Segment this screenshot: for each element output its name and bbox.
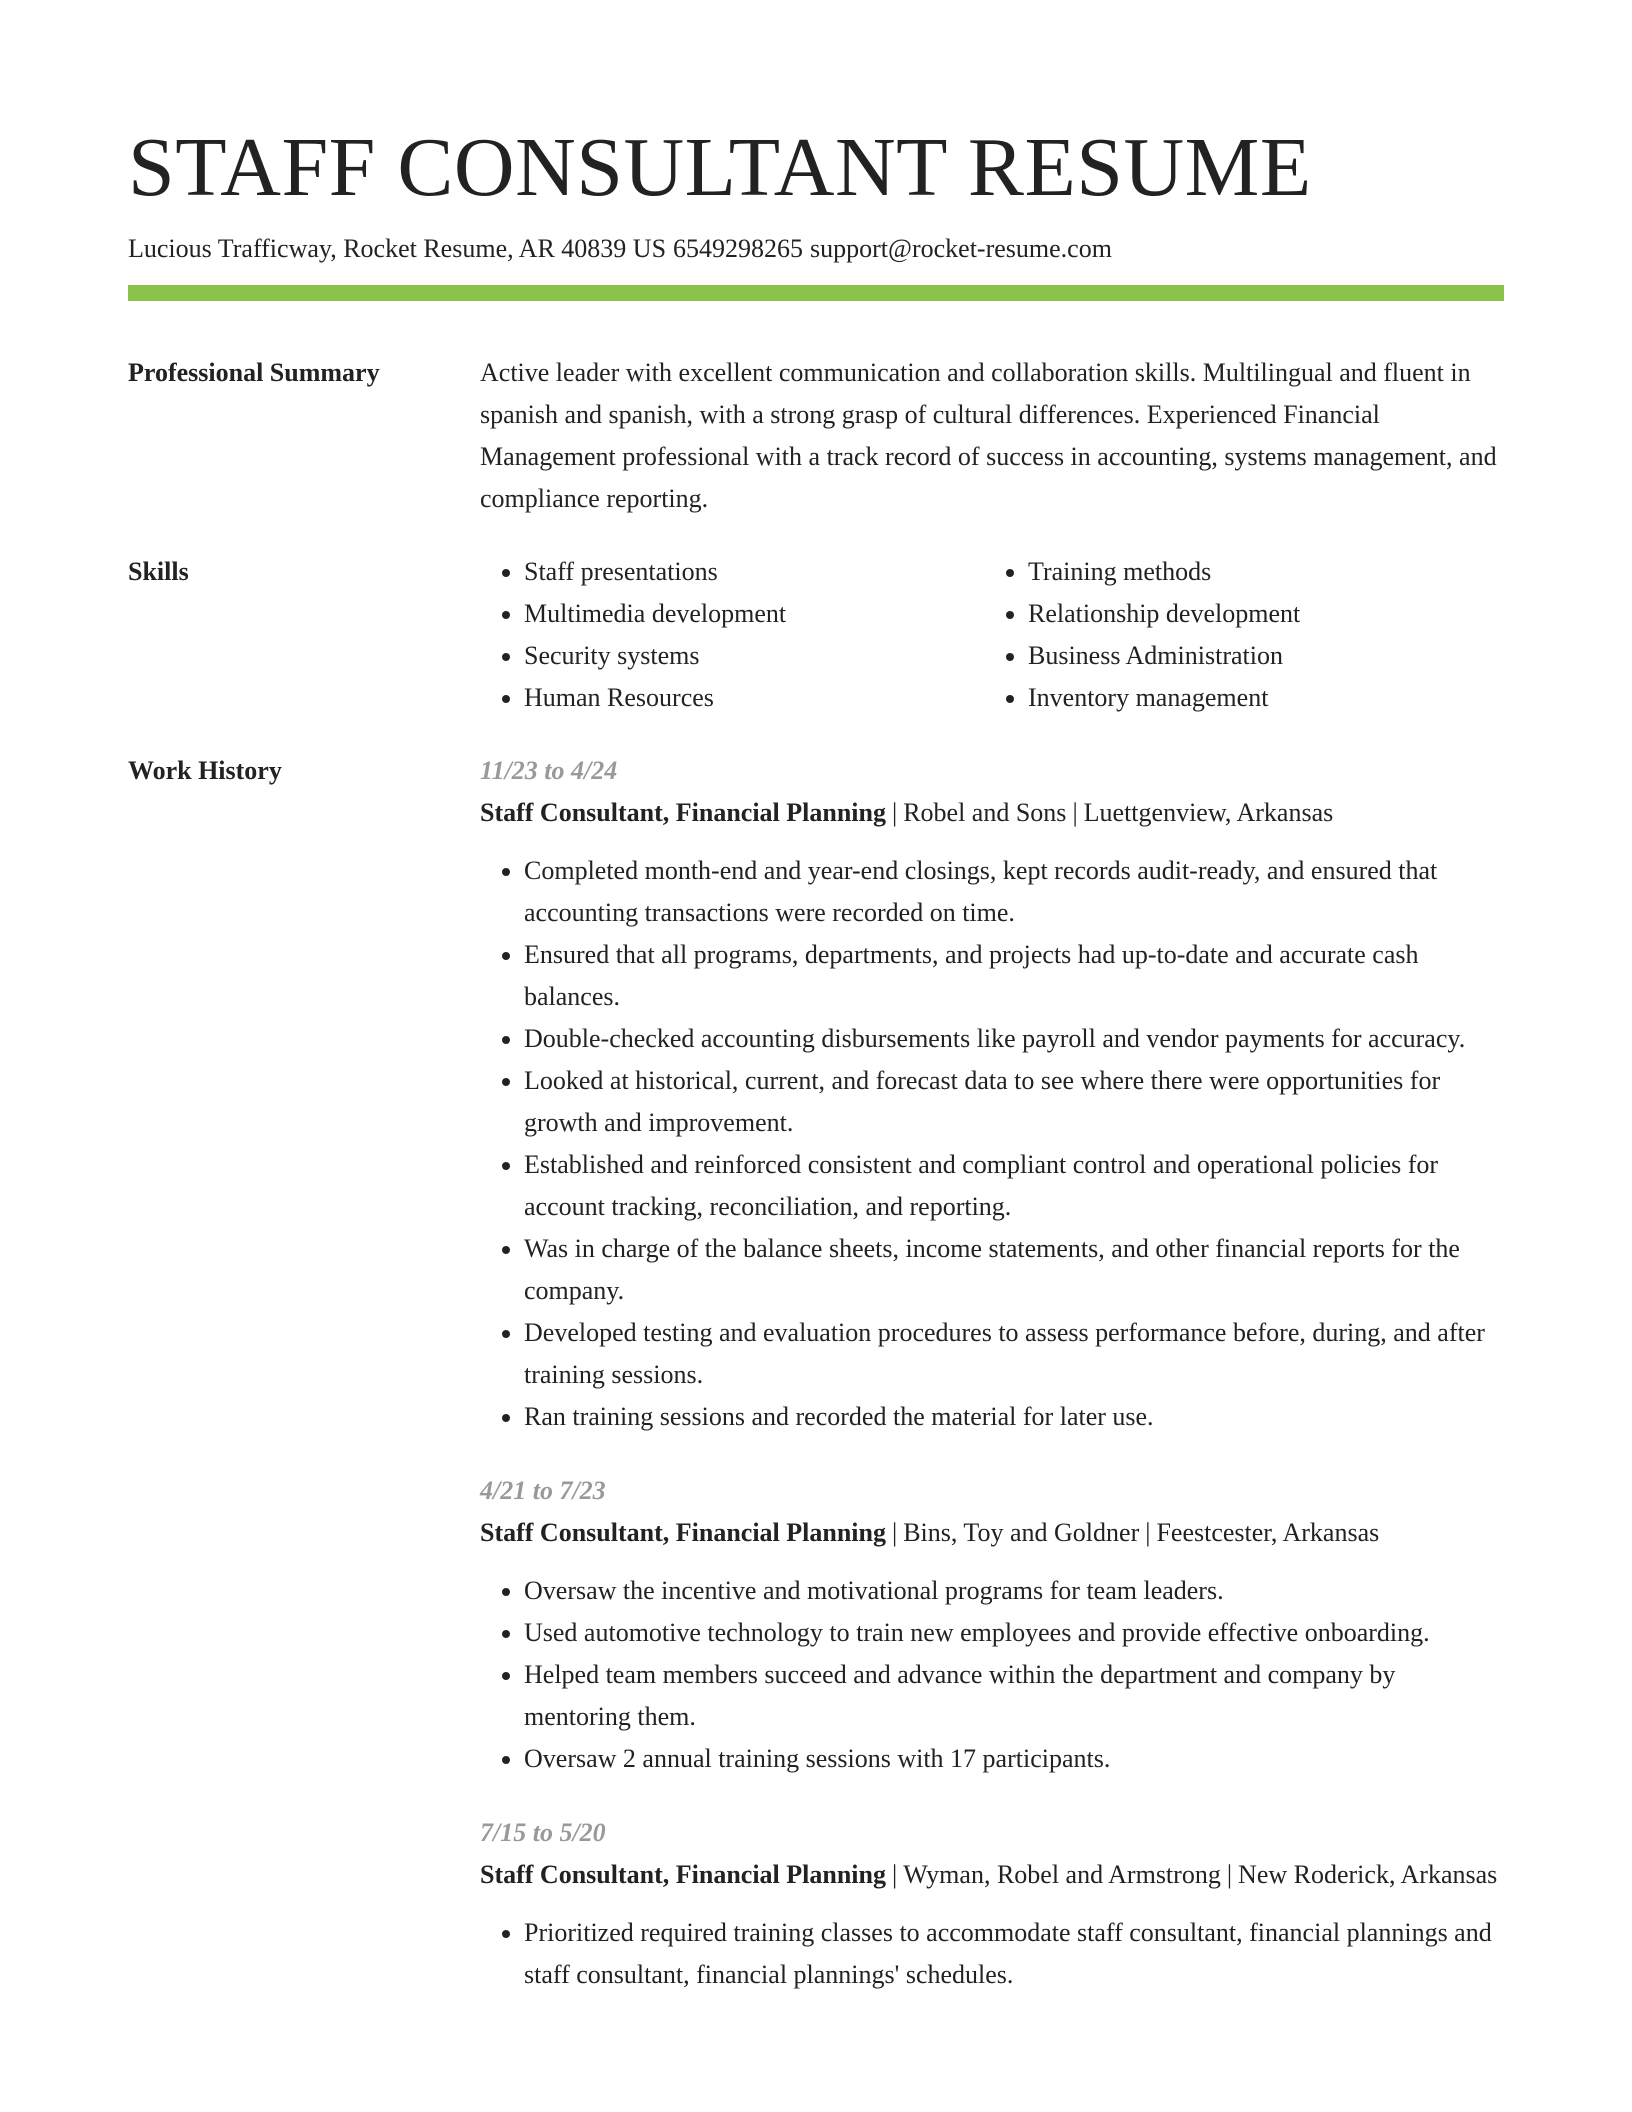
job-bullet: • Ensured that all programs, departments, and projects had up-to-date and accurate cash balances. bbox=[524, 934, 1504, 1018]
job-bullet: • Established and reinforced consistent and compliant control and operational policies for account tracking, reconciliation, and reporting. bbox=[524, 1144, 1504, 1228]
job-bullet: • Oversaw 2 annual training sessions with 17 participants. bbox=[524, 1738, 1504, 1780]
job-separator: | bbox=[1072, 798, 1078, 827]
job-separator: | bbox=[1145, 1518, 1151, 1547]
job-title-line bbox=[480, 1854, 1504, 1896]
job-bullet-list bbox=[480, 1570, 1504, 1780]
job-company: Bins, Toy and Goldner bbox=[903, 1518, 1140, 1547]
skill-item: • Training methods bbox=[1028, 551, 1504, 593]
job-bullet: • Prioritized required training classes to accommodate staff consultant, financial plannings and staff consultant, financial plannings' schedules. bbox=[524, 1912, 1504, 1996]
contact-address: Lucious Trafficway, Rocket Resume, AR 40839 US bbox=[128, 234, 667, 263]
skill-item: • Security systems bbox=[524, 635, 984, 677]
job-bullet: • Was in charge of the balance sheets, income statements, and other financial reports for the company. bbox=[524, 1228, 1504, 1312]
job-location: New Roderick, Arkansas bbox=[1238, 1860, 1498, 1889]
job-title: Staff Consultant, Financial Planning bbox=[480, 798, 886, 827]
job-title: Staff Consultant, Financial Planning bbox=[480, 1860, 886, 1889]
job-company: Robel and Sons bbox=[903, 798, 1067, 827]
job-bullet: • Developed testing and evaluation procedures to assess performance before, during, and after training sessions. bbox=[524, 1312, 1504, 1396]
skills-list-left bbox=[480, 551, 984, 719]
job-separator: | bbox=[1226, 1860, 1233, 1889]
job-dates: 7/15 to 5/20 bbox=[480, 1818, 606, 1847]
job-bullet: • Completed month-end and year-end closings, kept records audit-ready, and ensured that accounting transactions were recorded on time. bbox=[524, 850, 1504, 934]
job-bullet: • Ran training sessions and recorded the material for later use. bbox=[524, 1396, 1504, 1438]
job-bullet: • Looked at historical, current, and forecast data to see where there were opportunities for growth and improvement. bbox=[524, 1060, 1504, 1144]
job-title-line bbox=[480, 792, 1504, 834]
job-company: Wyman, Robel and Armstrong bbox=[903, 1860, 1221, 1889]
skill-item: • Inventory management bbox=[1028, 677, 1504, 719]
skills-list-right bbox=[984, 551, 1504, 719]
contact-phone: 6549298265 bbox=[673, 234, 804, 263]
contact-email: support@rocket-resume.com bbox=[810, 234, 1112, 263]
job-location: Luettgenview, Arkansas bbox=[1083, 798, 1334, 827]
job-title: Staff Consultant, Financial Planning bbox=[480, 1518, 886, 1547]
summary-text: Active leader with excellent communication and collaboration skills. Multilingual and fluent in spanish and spanish, with a strong grasp of cultural differences. Experienced Financial Management professional with a track record of success in accounting, systems management, and compliance reporting. bbox=[480, 358, 1497, 513]
skill-item: • Human Resources bbox=[524, 677, 984, 719]
job-bullet: • Helped team members succeed and advance within the department and company by mentoring them. bbox=[524, 1654, 1504, 1738]
job-dates: 4/21 to 7/23 bbox=[480, 1476, 606, 1505]
job-bullet: • Used automotive technology to train new employees and provide effective onboarding. bbox=[524, 1612, 1504, 1654]
job-entry bbox=[480, 1470, 1504, 1780]
summary-heading: Professional Summary bbox=[128, 358, 380, 387]
job-separator: | bbox=[891, 798, 898, 827]
job-dates: 11/23 to 4/24 bbox=[480, 756, 618, 785]
skills-grid bbox=[480, 551, 1504, 719]
contact-line bbox=[128, 230, 1112, 268]
job-entry bbox=[480, 750, 1504, 1438]
skills-heading: Skills bbox=[128, 557, 189, 586]
job-separator: | bbox=[891, 1860, 898, 1889]
skill-item: • Relationship development bbox=[1028, 593, 1504, 635]
header-divider bbox=[128, 285, 1504, 301]
job-title-line bbox=[480, 1512, 1504, 1554]
skill-item: • Business Administration bbox=[1028, 635, 1504, 677]
work-history-heading: Work History bbox=[128, 756, 282, 785]
job-bullet-list bbox=[480, 850, 1504, 1438]
job-entry bbox=[480, 1812, 1504, 1996]
resume-title: STAFF CONSULTANT RESUME bbox=[128, 121, 1312, 214]
summary-body bbox=[480, 352, 1504, 520]
skill-item: • Multimedia development bbox=[524, 593, 984, 635]
skill-item: • Staff presentations bbox=[524, 551, 984, 593]
job-bullet-list bbox=[480, 1912, 1504, 1996]
work-history-body bbox=[480, 750, 1504, 2028]
job-bullet: • Double-checked accounting disbursements like payroll and vendor payments for accuracy. bbox=[524, 1018, 1504, 1060]
job-separator: | bbox=[891, 1518, 898, 1547]
job-location: Feestcester, Arkansas bbox=[1156, 1518, 1380, 1547]
job-bullet: • Oversaw the incentive and motivational programs for team leaders. bbox=[524, 1570, 1504, 1612]
skills-body bbox=[480, 551, 1504, 719]
